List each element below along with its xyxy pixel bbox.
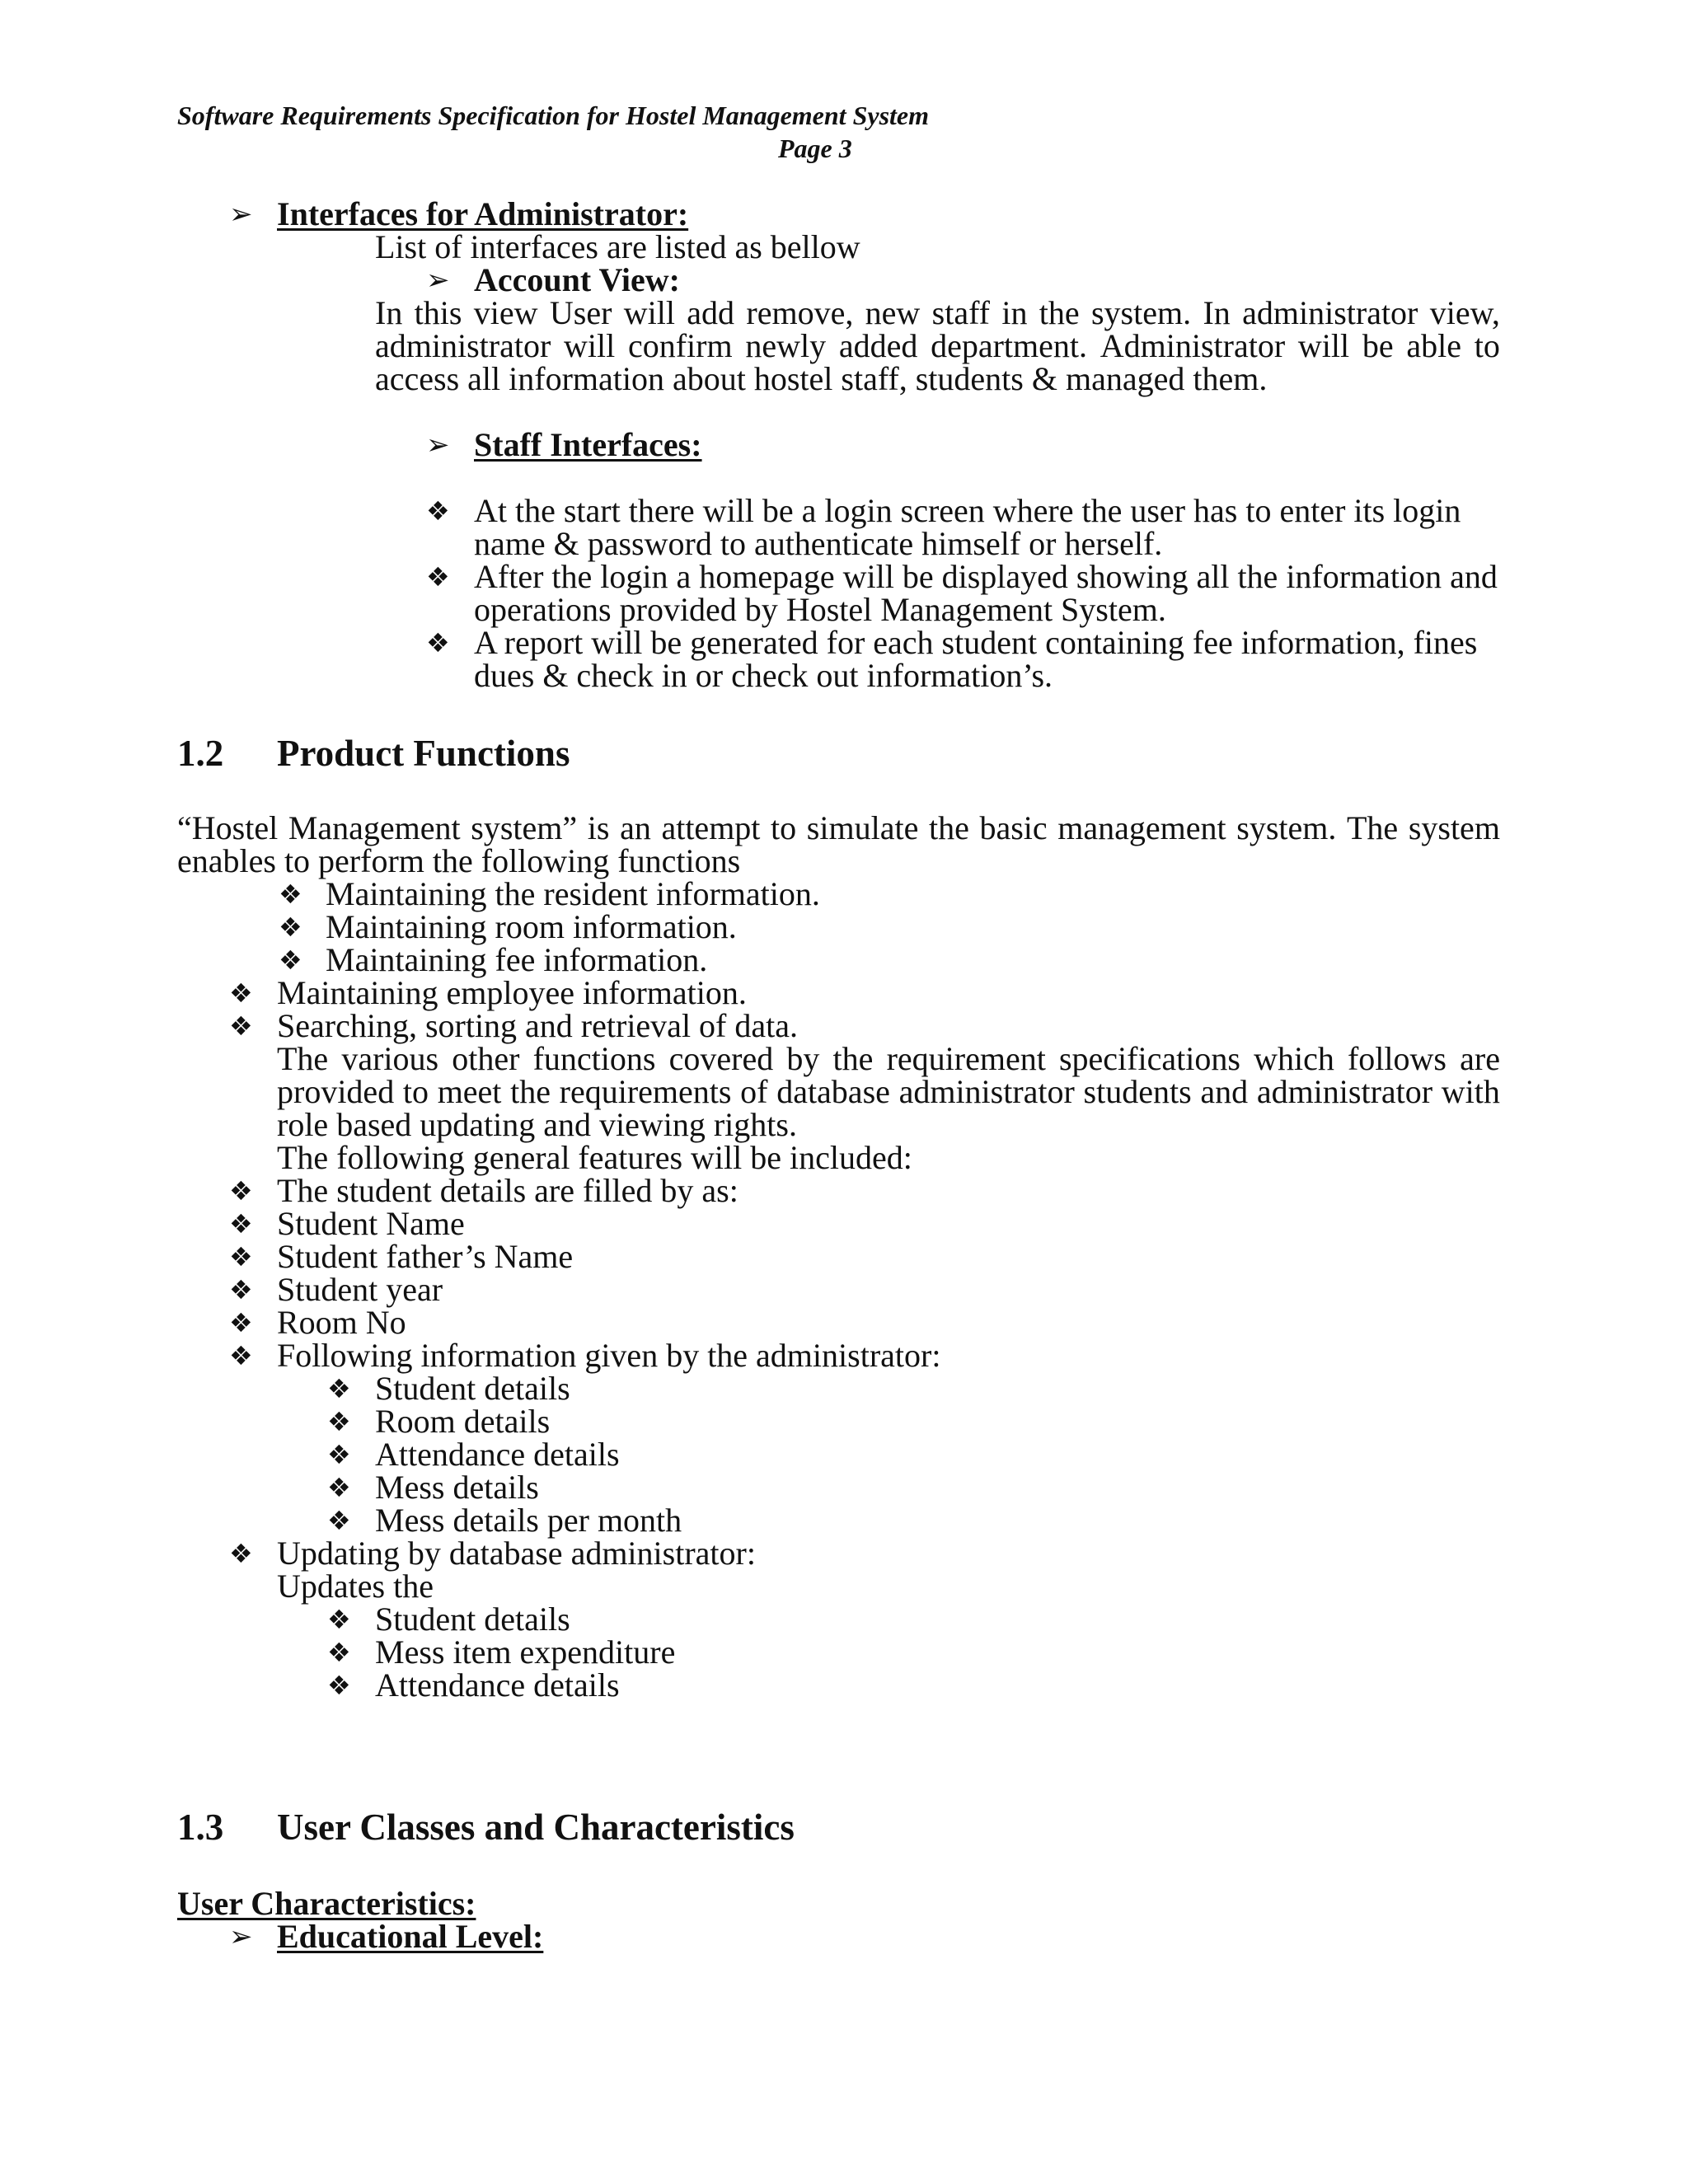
- admin-interfaces-intro: List of interfaces are listed as bellow: [375, 228, 860, 265]
- account-view-line-text-word: newly: [745, 327, 827, 364]
- paragraph-line-text-word: by: [786, 1040, 820, 1077]
- paragraph-line-text-word: with: [1441, 1073, 1500, 1110]
- account-view-line-text-word: In: [375, 294, 403, 331]
- account-view-line: [375, 294, 1500, 331]
- paragraph-line-text-word: which: [1254, 1040, 1334, 1077]
- account-view-line-text-word: staff: [931, 294, 990, 331]
- diamond-bullet-icon: ❖: [229, 1010, 253, 1042]
- paragraph-line: [177, 809, 1500, 846]
- diamond-bullet-icon: ❖: [229, 1307, 253, 1338]
- account-view-line: [375, 327, 1500, 364]
- account-view-line-text-word: system.: [1090, 294, 1192, 331]
- feature-item: Student year: [277, 1271, 443, 1308]
- arrow-bullet-icon: ➢: [229, 198, 253, 231]
- diamond-bullet-icon: ❖: [327, 1604, 351, 1635]
- account-view-line-text-word: confirm: [627, 327, 733, 364]
- paragraph-line-text-word: to: [402, 1073, 429, 1110]
- paragraph-line-text-word: system.: [1236, 809, 1337, 846]
- function-item: Maintaining room information.: [326, 908, 737, 945]
- admin-info-item: Attendance details: [375, 1436, 620, 1473]
- account-view-line-text-word: will: [564, 327, 616, 364]
- diamond-bullet-icon: ❖: [229, 1175, 253, 1207]
- staff-item: After the login a homepage will be displayed showing all the information and: [474, 558, 1498, 595]
- paragraph-line-text-word: to: [771, 809, 797, 846]
- section-number: 1.2: [177, 733, 224, 774]
- paragraph-line-text-word: the: [832, 1040, 874, 1077]
- paragraph-line-text-word: administrator: [1256, 1073, 1433, 1110]
- paragraph-line-text-word: and: [1200, 1073, 1249, 1110]
- account-view-line-text-word: in: [1001, 294, 1028, 331]
- feature-item: Following information given by the administrator:: [277, 1337, 941, 1374]
- account-view-line-text-word: able: [1406, 327, 1461, 364]
- staff-item: At the start there will be a login screen where the user has to enter its login: [474, 492, 1461, 529]
- paragraph-line-text-word: follows: [1347, 1040, 1447, 1077]
- diamond-bullet-icon: ❖: [229, 977, 253, 1009]
- diamond-bullet-icon: ❖: [327, 1472, 351, 1503]
- paragraph-line-text-word: are: [1460, 1040, 1500, 1077]
- staff-item-continued: dues & check in or check out information’s.: [474, 657, 1053, 694]
- paragraph-line-text-word: the: [510, 1073, 551, 1110]
- paragraph-line-text-word: simulate: [806, 809, 919, 846]
- paragraph-line: role based updating and viewing rights.: [277, 1106, 797, 1143]
- account-view-line-text-word: added: [838, 327, 918, 364]
- function-item: Maintaining fee information.: [326, 941, 708, 978]
- diamond-bullet-icon: ❖: [279, 912, 302, 943]
- admin-info-item: Room details: [375, 1403, 551, 1440]
- diamond-bullet-icon: ❖: [327, 1373, 351, 1404]
- account-view-line-text-word: view: [473, 294, 538, 331]
- paragraph-line-text-word: covered: [668, 1040, 774, 1077]
- function-item: Maintaining the resident information.: [326, 875, 820, 912]
- paragraph-line: The following general features will be included:: [277, 1139, 912, 1176]
- paragraph-line-text-word: The: [277, 1040, 329, 1077]
- staff-interfaces-heading: Staff Interfaces:: [474, 426, 702, 463]
- account-view-line-text-word: will: [623, 294, 675, 331]
- header-page-number: Page 3: [778, 134, 852, 163]
- diamond-bullet-icon: ❖: [327, 1670, 351, 1701]
- feature-item: The student details are filled by as:: [277, 1172, 738, 1209]
- paragraph-line-text-word: requirements: [559, 1073, 732, 1110]
- diamond-bullet-icon: ❖: [229, 1274, 253, 1305]
- paragraph-line-text-word: attempt: [661, 809, 761, 846]
- paragraph-line-text-word: database: [776, 1073, 890, 1110]
- section-title: Product Functions: [277, 733, 570, 774]
- staff-item-continued: name & password to authenticate himself or herself.: [474, 525, 1163, 562]
- account-view-line-text-word: new: [865, 294, 921, 331]
- paragraph-line-text-word: The: [1347, 809, 1399, 846]
- arrow-bullet-icon: ➢: [426, 264, 450, 297]
- paragraph-line-text-word: various: [341, 1040, 439, 1077]
- paragraph-line-text-word: an: [620, 809, 651, 846]
- account-view-heading: Account View:: [474, 261, 680, 298]
- account-view-line-text-word: User: [549, 294, 612, 331]
- account-view-line-text-word: remove,: [746, 294, 854, 331]
- staff-item-continued: operations provided by Hostel Management System.: [474, 591, 1166, 628]
- account-view-line-text-word: administrator: [1242, 294, 1418, 331]
- user-characteristics-heading: User Characteristics:: [177, 1885, 476, 1922]
- account-view-line-text-word: the: [1039, 294, 1080, 331]
- updates-the-label: Updates the: [277, 1568, 434, 1605]
- diamond-bullet-icon: ❖: [327, 1406, 351, 1437]
- arrow-bullet-icon: ➢: [426, 429, 450, 462]
- paragraph-line: [277, 1040, 1500, 1077]
- paragraph-line-text-word: administrator: [898, 1073, 1075, 1110]
- paragraph-line-text-word: specifications: [1058, 1040, 1240, 1077]
- diamond-bullet-icon: ❖: [426, 561, 450, 593]
- feature-item: Updating by database administrator:: [277, 1535, 756, 1572]
- diamond-bullet-icon: ❖: [327, 1439, 351, 1470]
- diamond-bullet-icon: ❖: [279, 879, 302, 910]
- account-view-line-text-word: administrator: [375, 327, 551, 364]
- paragraph-line-text-word: functions: [532, 1040, 656, 1077]
- header-title: Software Requirements Specification for Hostel Management System: [177, 101, 929, 130]
- account-view-line-text-word: Administrator: [1100, 327, 1286, 364]
- feature-item: Student Name: [277, 1205, 465, 1242]
- admin-info-item: Mess details per month: [375, 1502, 682, 1539]
- paragraph-line-text-word: is: [587, 809, 610, 846]
- feature-item: Room No: [277, 1304, 406, 1341]
- diamond-bullet-icon: ❖: [229, 1241, 253, 1272]
- educational-level-heading: Educational Level:: [277, 1918, 544, 1955]
- paragraph-line-text-word: “Hostel: [177, 809, 279, 846]
- admin-interfaces-heading: Interfaces for Administrator:: [277, 195, 689, 232]
- staff-item: A report will be generated for each student containing fee information, fines: [474, 624, 1478, 661]
- diamond-bullet-icon: ❖: [426, 627, 450, 658]
- feature-item: Student father’s Name: [277, 1238, 574, 1275]
- update-item: Student details: [375, 1601, 570, 1638]
- account-view-line-text-word: add: [687, 294, 735, 331]
- diamond-bullet-icon: ❖: [426, 495, 450, 527]
- account-view-line-text-word: will: [1297, 327, 1350, 364]
- diamond-bullet-icon: ❖: [327, 1637, 351, 1668]
- paragraph-line-text-word: students: [1083, 1073, 1192, 1110]
- admin-info-item: Student details: [375, 1370, 570, 1407]
- paragraph-line-text-word: other: [452, 1040, 520, 1077]
- paragraph-line-text-word: basic: [979, 809, 1048, 846]
- section-title: User Classes and Characteristics: [277, 1807, 795, 1848]
- arrow-bullet-icon: ➢: [229, 1920, 253, 1953]
- update-item: Attendance details: [375, 1666, 620, 1704]
- diamond-bullet-icon: ❖: [229, 1340, 253, 1371]
- diamond-bullet-icon: ❖: [327, 1505, 351, 1536]
- admin-info-item: Mess details: [375, 1469, 539, 1506]
- diamond-bullet-icon: ❖: [279, 944, 302, 976]
- paragraph-line: [277, 1073, 1500, 1110]
- paragraph-line: enables to perform the following functions: [177, 842, 741, 879]
- account-view-line-text-word: department.: [931, 327, 1088, 364]
- account-view-line-text-word: In: [1203, 294, 1231, 331]
- account-view-line-text-word: view,: [1429, 294, 1500, 331]
- paragraph-line-text-word: meet: [437, 1073, 502, 1110]
- account-view-line: access all information about hostel staff, students & managed them.: [375, 360, 1268, 397]
- account-view-line-text-word: be: [1362, 327, 1394, 364]
- paragraph-line-text-word: provided: [277, 1073, 395, 1110]
- function-item: Maintaining employee information.: [277, 974, 747, 1011]
- paragraph-line-text-word: system”: [471, 809, 578, 846]
- paragraph-line-text-word: requirement: [886, 1040, 1046, 1077]
- paragraph-line-text-word: management: [1057, 809, 1226, 846]
- paragraph-line-text-word: system: [1408, 809, 1500, 846]
- function-item: Searching, sorting and retrieval of data.: [277, 1007, 798, 1044]
- diamond-bullet-icon: ❖: [229, 1208, 253, 1240]
- paragraph-line-text-word: Management: [288, 809, 461, 846]
- diamond-bullet-icon: ❖: [229, 1538, 253, 1569]
- account-view-line-text-word: this: [414, 294, 462, 331]
- section-number: 1.3: [177, 1807, 224, 1848]
- paragraph-line-text-word: of: [740, 1073, 768, 1110]
- update-item: Mess item expenditure: [375, 1633, 676, 1671]
- paragraph-line-text-word: the: [928, 809, 969, 846]
- account-view-line-text-word: to: [1474, 327, 1500, 364]
